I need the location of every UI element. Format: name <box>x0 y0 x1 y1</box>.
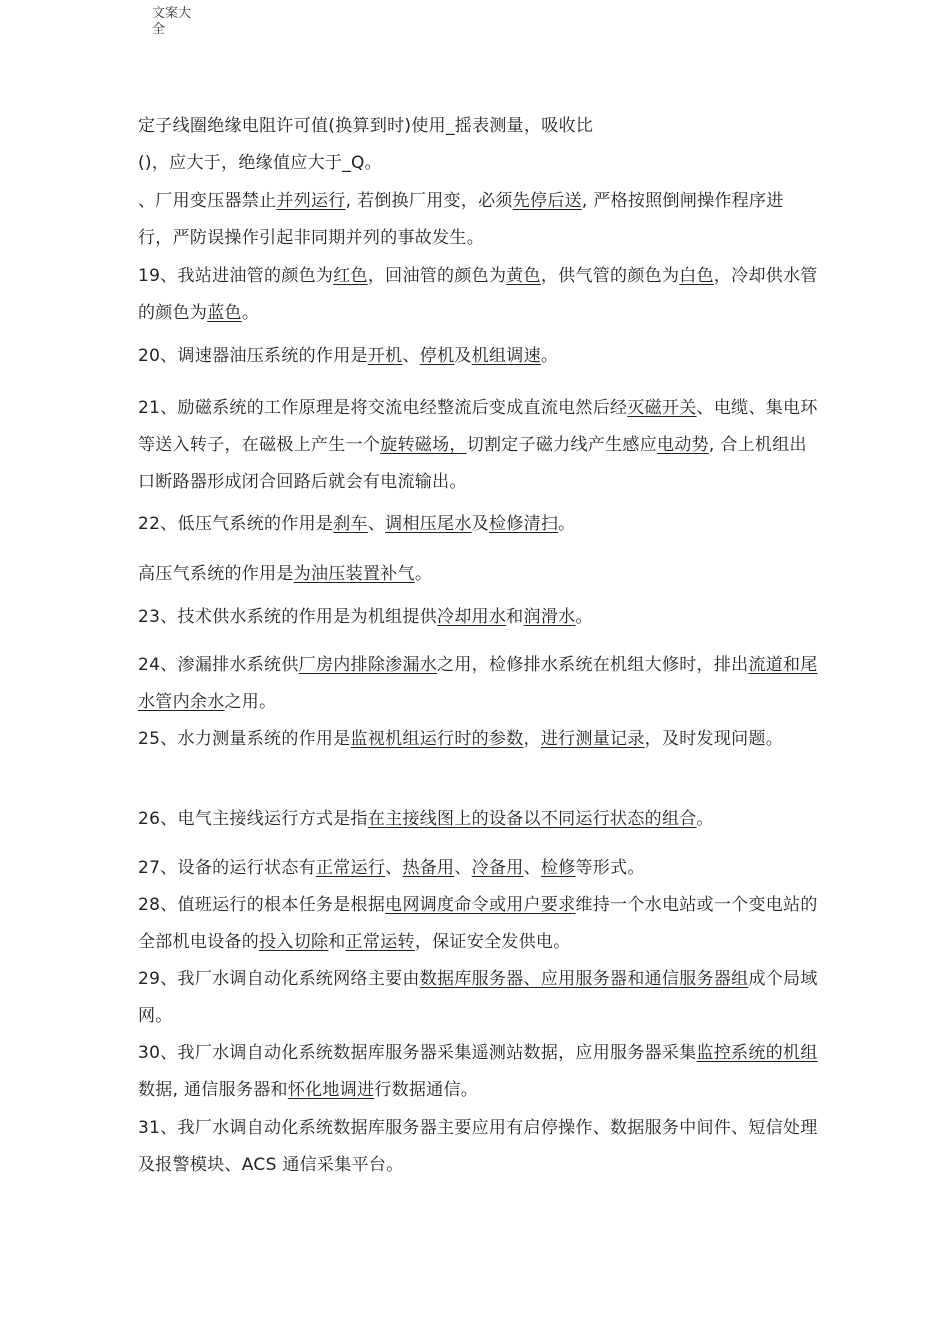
text-run: 等形式。 <box>575 858 645 878</box>
underlined-answer: 热备用 <box>402 858 455 878</box>
text-run: 26、电气主接线运行方式是指 <box>138 809 368 829</box>
paragraph <box>138 647 818 721</box>
text-run: 20、调速器油压系统的作用是 <box>138 346 368 366</box>
text-run: 。 <box>558 514 576 534</box>
paragraph <box>138 183 818 257</box>
underlined-answer: 开机 <box>367 346 403 366</box>
text-run: ，及时发现问题。 <box>644 729 784 749</box>
text-run: 维持一个水电站或一个变电站的全部机电设备的 <box>138 895 818 952</box>
underlined-answer: 调相压尾水 <box>385 514 472 534</box>
page-header <box>152 6 191 38</box>
underlined-answer: 停机 <box>419 346 455 366</box>
text-run: , 若倒换厂用变，必须 <box>345 191 513 211</box>
text-run: 、 <box>367 514 386 534</box>
paragraph <box>138 1035 818 1109</box>
underlined-answer: 白色 <box>679 266 714 286</box>
text-run: 28、值班运行的根本任务是根据 <box>138 895 386 915</box>
underlined-answer: 数据库服务器、应用服务器和通信服务器组 <box>419 969 749 989</box>
paragraph <box>138 145 818 182</box>
text-run: 定子线圈绝缘电阻许可值(换算到时)使用_摇表测量，吸收比 <box>138 116 594 136</box>
text-run: 29、我厂水调自动化系统网络主要由 <box>138 969 420 989</box>
underlined-answer: 并列运行 <box>276 191 346 211</box>
underlined-answer: 机组调速 <box>471 346 541 366</box>
header-line-1: 文案大 <box>152 6 192 21</box>
header-line-2: 全 <box>152 22 166 37</box>
text-run: 25、水力测量系统的作用是 <box>138 729 351 749</box>
underlined-answer: 监视机组运行时的参数 <box>350 729 524 749</box>
underlined-answer: 怀化地调进 <box>287 1080 375 1100</box>
underlined-answer: 厂房内排除渗漏水 <box>298 655 438 675</box>
underlined-answer: 电网调度命令或用户要求 <box>385 895 576 915</box>
underlined-answer: 润滑水 <box>523 607 576 627</box>
text-run: ，回油管的颜色为 <box>367 266 507 286</box>
paragraph <box>138 338 818 375</box>
text-run: 之用，检修排水系统在机组大修时，排出 <box>437 655 749 675</box>
underlined-answer: 进行测量记录 <box>540 729 645 749</box>
paragraph <box>138 1110 818 1184</box>
text-run: 30、我厂水调自动化系统数据库服务器采集遥测站数据，应用服务器采集 <box>138 1043 697 1063</box>
text-run: ，冷却供水管的颜色为 <box>138 266 818 323</box>
text-run: 19、我站进油管的颜色为 <box>138 266 334 286</box>
text-run: 23、技术供水系统的作用是为机组提供 <box>138 607 438 627</box>
text-run: 数据, 通信服务器和 <box>138 1080 288 1100</box>
text-run: 之用。 <box>224 692 277 712</box>
text-run: 成个局域网。 <box>138 969 818 1026</box>
text-run: ， <box>523 729 541 749</box>
text-run: 。 <box>414 564 433 584</box>
underlined-answer: 正常运转 <box>345 932 415 952</box>
text-run: 和 <box>328 932 346 952</box>
paragraph <box>138 556 818 593</box>
text-run: ，供气管的颜色为 <box>540 266 680 286</box>
paragraph <box>138 721 818 758</box>
text-run: 高压气系统的作用是 <box>138 564 294 584</box>
paragraph <box>138 599 818 636</box>
text-run: 及 <box>471 514 489 534</box>
text-run: 27、设备的运行状态有 <box>138 858 316 878</box>
paragraph <box>138 108 818 145</box>
text-run: 。 <box>540 346 559 366</box>
underlined-answer: 电动势 <box>657 435 709 455</box>
text-run: 31、我厂水调自动化系统数据库服务器主要应用有启停操作、数据服务中间件、短信处理及报警模块、ACS 通信采集平台。 <box>138 1118 818 1175</box>
paragraph <box>138 258 818 332</box>
text-run: 24、渗漏排水系统供 <box>138 655 299 675</box>
text-run: 。 <box>575 607 593 627</box>
underlined-answer: 黄色 <box>506 266 541 286</box>
text-run: 和 <box>506 607 524 627</box>
paragraph <box>138 390 818 501</box>
text-run: 。 <box>241 303 260 323</box>
text-run: 21、励磁系统的工作原理是将交流电经整流后变成直流电然后经 <box>138 398 628 418</box>
text-run: 。 <box>696 809 714 829</box>
underlined-answer: 流道和尾水管内余水 <box>138 655 818 712</box>
paragraph <box>138 887 818 961</box>
text-run: 、电缆、集电环等送入转子，在磁极上产生一个 <box>138 398 818 455</box>
paragraph <box>138 801 818 838</box>
underlined-answer: 旋转磁场， <box>380 435 467 455</box>
text-run: 、厂用变压器禁止 <box>138 191 277 211</box>
underlined-answer: 灭磁开关 <box>627 398 697 418</box>
underlined-answer: 投入切除 <box>259 932 329 952</box>
text-run: 、 <box>523 858 541 878</box>
paragraph <box>138 506 818 543</box>
text-run: 行数据通信。 <box>374 1080 479 1100</box>
text-run: , 合上机组出口断路器形成闭合回路后就会有电流输出。 <box>138 435 807 492</box>
text-run: ()，应大于，绝缘值应大于_Q。 <box>138 153 382 173</box>
text-run: 、 <box>385 858 403 878</box>
underlined-answer: 为油压装置补气 <box>293 564 415 584</box>
underlined-answer: 冷却用水 <box>437 607 507 627</box>
underlined-answer: 蓝色 <box>207 303 242 323</box>
text-run: ，保证安全发供电。 <box>414 932 571 952</box>
underlined-answer: 红色 <box>333 266 368 286</box>
text-run: , 严格按照倒闸操作程序进行，严防误操作引起非同期并列的事故发生。 <box>138 191 784 248</box>
underlined-answer: 监控系统的机组 <box>696 1043 818 1063</box>
text-run: 22、低压气系统的作用是 <box>138 514 334 534</box>
underlined-answer: 检修 <box>540 858 576 878</box>
text-run: 及 <box>454 346 472 366</box>
underlined-answer: 冷备用 <box>471 858 524 878</box>
text-run: 、 <box>454 858 472 878</box>
underlined-answer: 检修清扫 <box>488 514 559 534</box>
underlined-answer: 在主接线图上的设备以不同运行状态的组合 <box>367 809 697 829</box>
text-run: 切割定子磁力线产生感应 <box>466 435 658 455</box>
underlined-answer: 刹车 <box>333 514 368 534</box>
paragraph <box>138 961 818 1035</box>
paragraph <box>138 850 818 887</box>
text-run: 、 <box>402 346 420 366</box>
underlined-answer: 先停后送 <box>512 191 582 211</box>
underlined-answer: 正常运行 <box>315 858 386 878</box>
